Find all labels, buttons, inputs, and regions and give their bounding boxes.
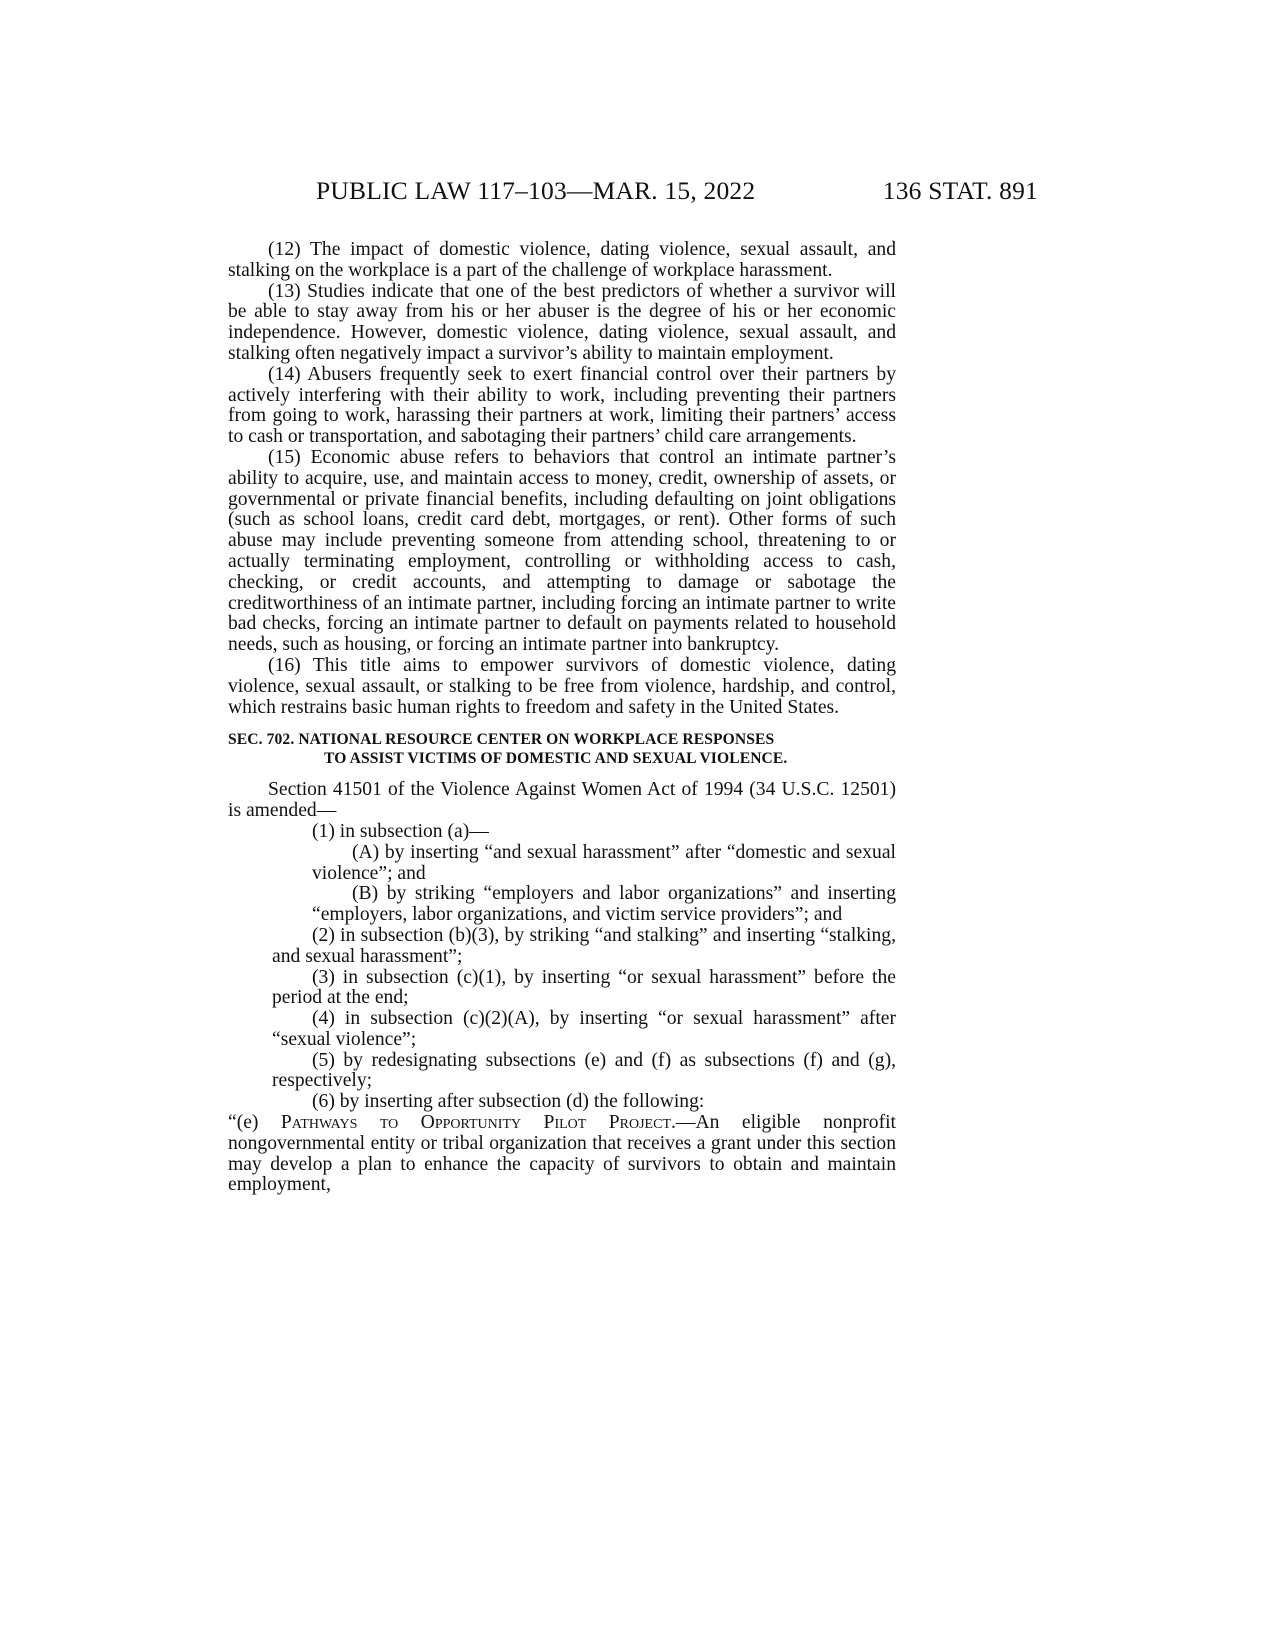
amendment-2: (2) in subsection (b)(3), by striking “and stalking” and inserting “stalking, and sexual harassment”;: [272, 924, 896, 967]
finding-13: (13) Studies indicate that one of the best predictors of whether a survivor will be able to stay away from his or her abuser is the degree of his or her economic independence. However, domestic violence, dating violence, sexual assault, and stalking often negatively impact a survivor’s ability to maintain employment.: [228, 280, 896, 364]
finding-16: (16) This title aims to empower survivors of domestic violence, dating violence, sexual assault, or stalking to be free from violence, hardship, and control, which restrains basic human rights to freedom and safety in the United States.: [228, 654, 896, 718]
amendment-4: (4) in subsection (c)(2)(A), by inserting “or sexual harassment” after “sexual violence”;: [272, 1008, 896, 1050]
inserted-subsection-prefix: “(e): [228, 1112, 281, 1134]
amendment-6: (6) by inserting after subsection (d) the following:: [312, 1091, 705, 1113]
inserted-subsection-body: —An eligible nonprofit nongovernmental entity or tribal organization that receives a grant under this section may develop a plan to enhance the capacity of survivors to obtain and maintain employment,: [228, 1112, 896, 1196]
amendment-5: (5) by redesignating subsections (e) and (f) as subsections (f) and (g), respectively;: [272, 1049, 896, 1092]
amendment-1: (1) in subsection (a)—: [312, 820, 489, 842]
finding-12: (12) The impact of domestic violence, dating violence, sexual assault, and stalking on the workplace is a part of the challenge of workplace harassment.: [228, 239, 896, 281]
amendment-3: (3) in subsection (c)(1), by inserting “or sexual harassment” before the period at the end;: [272, 966, 896, 1009]
inserted-subsection-title: Pathways to Opportunity Pilot Project.: [280, 1112, 676, 1134]
finding-14: (14) Abusers frequently seek to exert financial control over their partners by actively interfering with their ability to work, including preventing their partners from going to work, harassing their partners at work, limiting their partners’ access to cash or transportation, and sabotaging their partners’ child care arrangements.: [228, 363, 896, 448]
public-law-citation: PUBLIC LAW 117–103—MAR. 15, 2022: [316, 176, 756, 205]
running-header: [316, 176, 1038, 216]
amendment-1-b: (B) by striking “employers and labor organizations” and inserting “employers, labor organizations, and victim service providers”; and: [312, 883, 896, 926]
section-intro: Section 41501 of the Violence Against Women Act of 1994 (34 U.S.C. 12501) is amended—: [228, 779, 896, 822]
statute-page-number: 136 STAT. 891: [882, 176, 1038, 205]
section-heading-line-2: TO ASSIST VICTIMS OF DOMESTIC AND SEXUAL VIOLENCE.: [324, 750, 788, 768]
section-heading-line-1: SEC. 702. NATIONAL RESOURCE CENTER ON WORKPLACE RESPONSES: [228, 731, 775, 749]
section-702-heading: [228, 730, 896, 768]
finding-15: (15) Economic abuse refers to behaviors that control an intimate partner’s ability to acquire, use, and maintain access to money, credit, ownership of assets, or governmental or private financial benefits, including defaulting on joint obligations (such as school loans, credit card debt, mortgages, or rent). Other forms of such abuse may include preventing someone from attending school, threatening to or actually terminating employment, controlling or withholding access to cash, checking, or credit accounts, and attempting to damage or sabotage the creditworthiness of an intimate partner, including forcing an intimate partner to write bad checks, forcing an intimate partner to default on payments related to household needs, such as housing, or forcing an intimate partner into bankruptcy.: [228, 446, 896, 656]
inserted-subsection-e: [228, 1113, 896, 1196]
amendment-1-a: (A) by inserting “and sexual harassment” after “domestic and sexual violence”; and: [312, 841, 896, 884]
page-body: [228, 240, 896, 1196]
